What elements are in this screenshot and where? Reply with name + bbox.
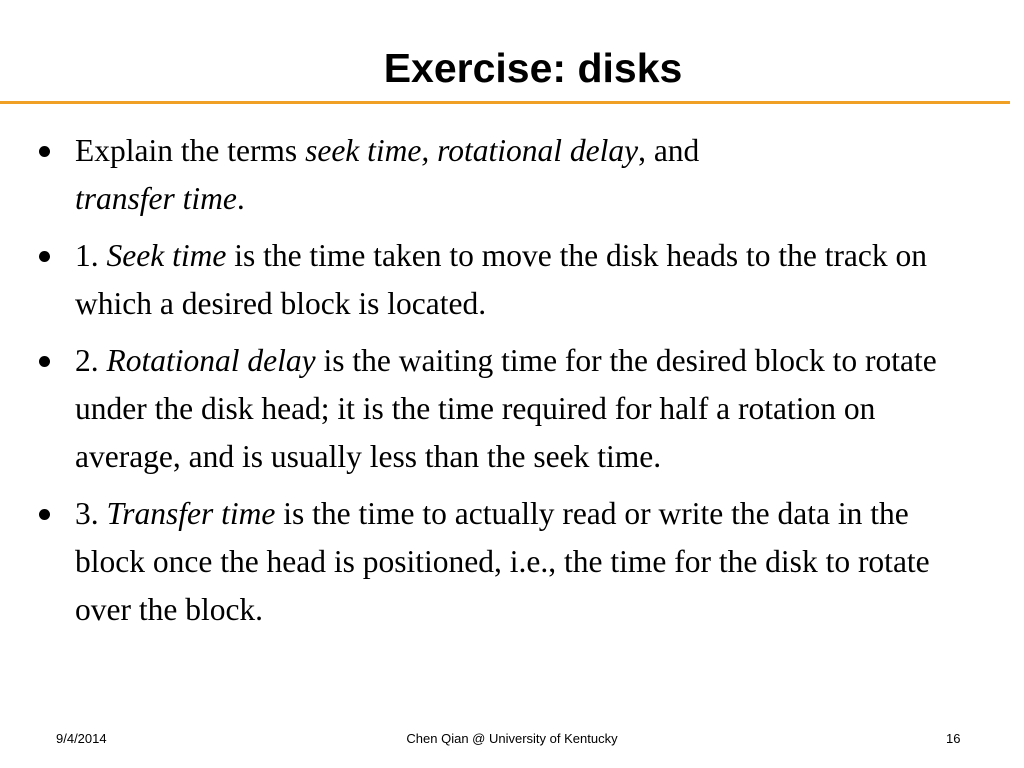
text-segment: 2. (75, 343, 107, 378)
slide-title: Exercise: disks (383, 45, 683, 91)
bullet-dot-icon (39, 509, 50, 520)
bullet-text (75, 496, 930, 627)
italic-term: transfer time (75, 181, 237, 216)
text-segment: is the time to actually read or write the data in the block once the head is positioned, i.e., the time for the disk to rotate over the block. (75, 496, 930, 627)
italic-term: Rotational delay (106, 343, 316, 378)
footer-date: 9/4/2014 (56, 731, 107, 746)
italic-term: Seek time (106, 238, 227, 273)
italic-term: seek time, rotational delay (305, 133, 639, 168)
footer-author: Chen Qian @ University of Kentucky (406, 731, 618, 746)
text-segment: 3. (75, 496, 107, 531)
italic-term: Transfer time (106, 496, 276, 531)
bullet-dot-icon (39, 146, 50, 157)
bullet-item (35, 127, 975, 223)
bullet-list (35, 127, 975, 643)
bullet-dot-icon (39, 356, 50, 367)
text-segment: , and (638, 133, 700, 168)
bullet-item (35, 490, 975, 634)
bullet-item (35, 337, 975, 481)
bullet-item (35, 232, 975, 328)
text-segment: is the time taken to move the disk heads to the track on which a desired block is located. (75, 238, 928, 321)
footer-page-number: 16 (946, 731, 961, 746)
bullet-text (75, 343, 937, 474)
bullet-dot-icon (39, 251, 50, 262)
text-segment: . (236, 181, 245, 216)
bullet-text (75, 238, 927, 321)
title-divider (0, 101, 1010, 104)
text-segment: is the waiting time for the desired block to rotate under the disk head; it is the time required for half a rotation on average, and is usually less than the seek time. (75, 343, 937, 474)
text-segment: 1. (75, 238, 107, 273)
text-segment: Explain the terms (75, 133, 306, 168)
bullet-text (75, 133, 699, 216)
